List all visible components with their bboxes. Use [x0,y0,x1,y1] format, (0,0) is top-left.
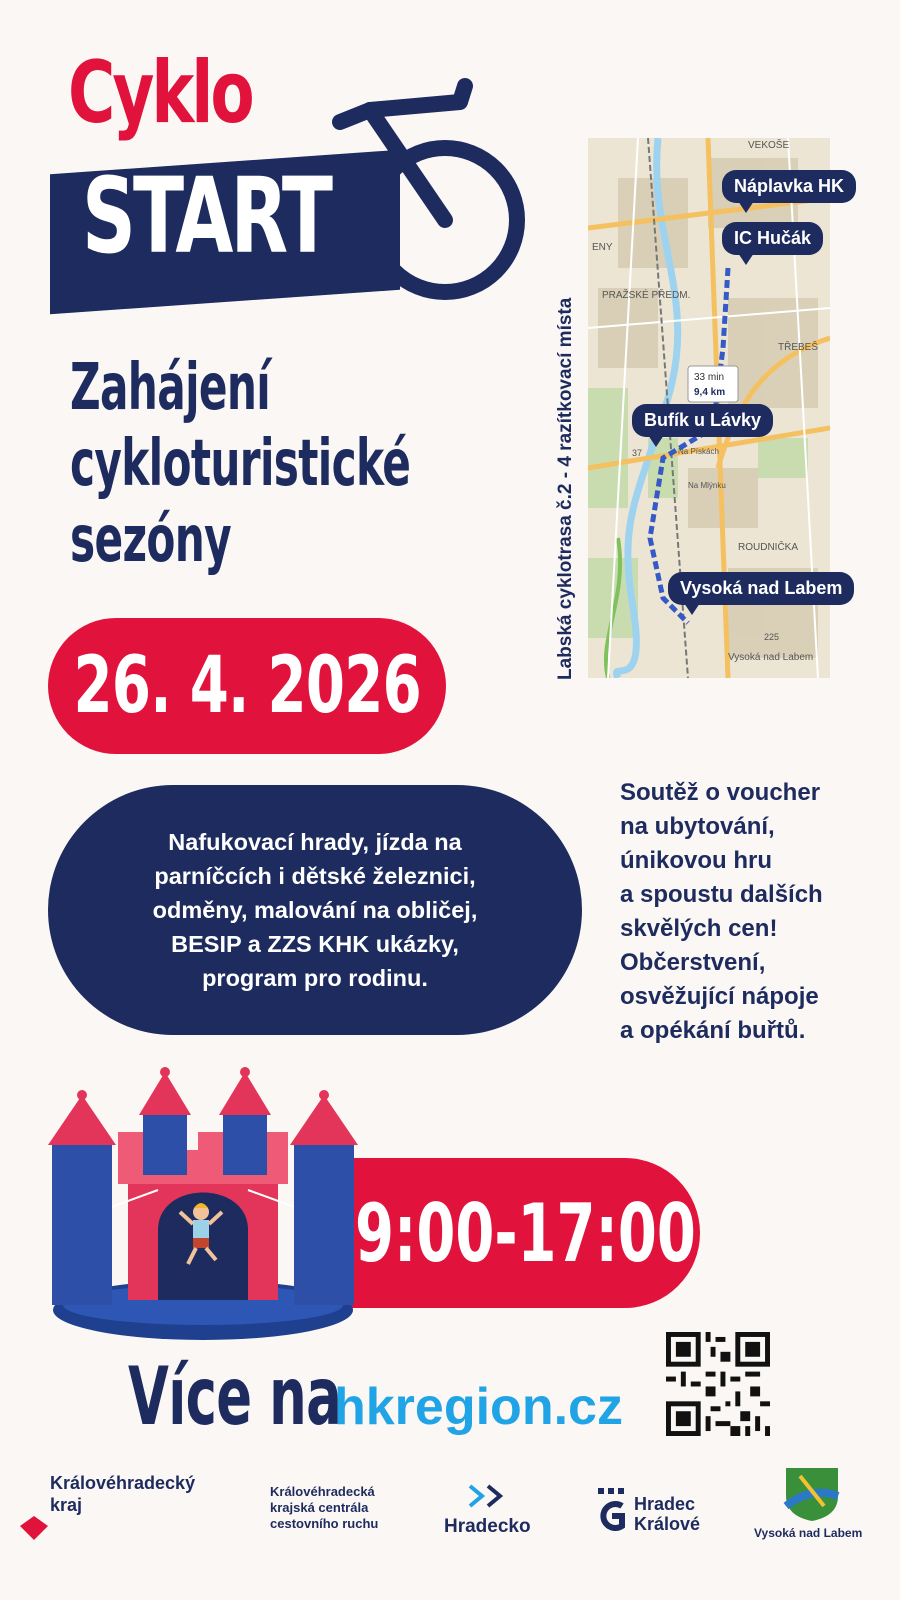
contest-line: skvělých cen! [620,915,778,942]
route-distance: 9,4 km [694,387,726,398]
kraj-emblem-icon [18,1512,52,1542]
logo-hradec-kralove [596,1484,716,1544]
map-place-label: 225 [764,632,780,642]
activities-line: Nafukovací hrady, jízda na [168,829,462,855]
activities-line: BESIP a ZZS KHK ukázky, [171,931,459,957]
contest-line: a spoustu dalších [620,881,823,908]
route-label: Labská cyklotrasa č.2 - 4 razítkovací místa [555,297,576,680]
contest-line: osvěžující nápoje [620,983,819,1010]
contest-line: Soutěž o voucher [620,779,821,806]
map-stop-ic-hucak: IC Hučák [722,222,823,255]
map-place-label: ROUDNIČKA [738,542,799,553]
activities-bubble [48,785,582,1035]
bouncy-castle-illustration [38,1060,368,1345]
activities-line: parníčcích i dětské železnici, [154,863,476,889]
activities-text [85,825,545,995]
website-link[interactable]: hkregion.cz [334,1378,623,1436]
contest-line: Občerstvení, [620,949,766,976]
logo-start-text: START [82,155,331,277]
contest-line: únikovou hru [620,847,772,874]
kraj-line: kraj [50,1495,83,1515]
contest-line: a opékání buřtů. [620,1017,806,1044]
map-place-label: 37 [632,448,643,458]
cyklostart-logo [40,43,540,320]
date-badge [48,618,446,754]
contest-line: na ubytování, [620,813,775,840]
time-badge [340,1158,700,1308]
website-cta [128,1350,623,1450]
map-place-label: Na Pískách [678,447,719,456]
hk-line: Hradec [634,1494,696,1514]
logo-kralovehradecky-kraj [18,1472,238,1542]
headline-line: Zahájení [70,351,271,425]
route-duration: 33 min [694,372,725,383]
headline [70,350,530,578]
map-place-label: VEKOŠE [748,140,790,151]
event-date: 26. 4. 2026 [73,641,421,731]
centrala-line: Královéhradecká [270,1484,375,1499]
hradecko-text: Hradecko [444,1516,531,1537]
activities-line: odměny, malování na obličej, [152,897,478,923]
event-time: 9:00-17:00 [354,1186,696,1280]
logo-vysoka-nad-labem [750,1466,880,1546]
map-stop-vysoka: Vysoká nad Labem [668,572,854,605]
hk-emblem-icon [596,1488,628,1536]
centrala-line: cestovního ruchu [270,1516,379,1531]
qr-code-icon[interactable] [666,1332,770,1436]
hradecko-arrows-icon [466,1482,526,1512]
centrala-line: krajská centrála [270,1500,369,1515]
map-place-label: Na Mlýnku [688,481,726,490]
map-stop-naplavka: Náplavka HK [722,170,856,203]
activities-line: program pro rodinu. [202,965,428,991]
cta-prefix: Více na [128,1350,342,1443]
headline-line: sezóny [70,503,232,577]
map-stop-bufik: Bufík u Lávky [632,404,773,437]
logo-cyklo-text: Cyklo [68,43,252,143]
logo-hradecko [440,1482,550,1542]
vysoka-text: Vysoká nad Labem [754,1526,863,1540]
contest-info [620,776,890,1048]
map-place-label: Vysoká nad Labem [728,652,814,663]
map-place-label: PRAŽSKÉ PŘEDM. [602,290,691,301]
map-place-label: ENY [592,242,613,253]
headline-line: cykloturistické [70,427,411,501]
vysoka-coat-of-arms-icon [782,1466,842,1522]
hk-line: Králové [634,1514,701,1534]
kraj-line: Královéhradecký [50,1473,196,1493]
logo-krajska-centrala [270,1484,420,1532]
map-place-label: TŘEBEŠ [778,342,819,353]
